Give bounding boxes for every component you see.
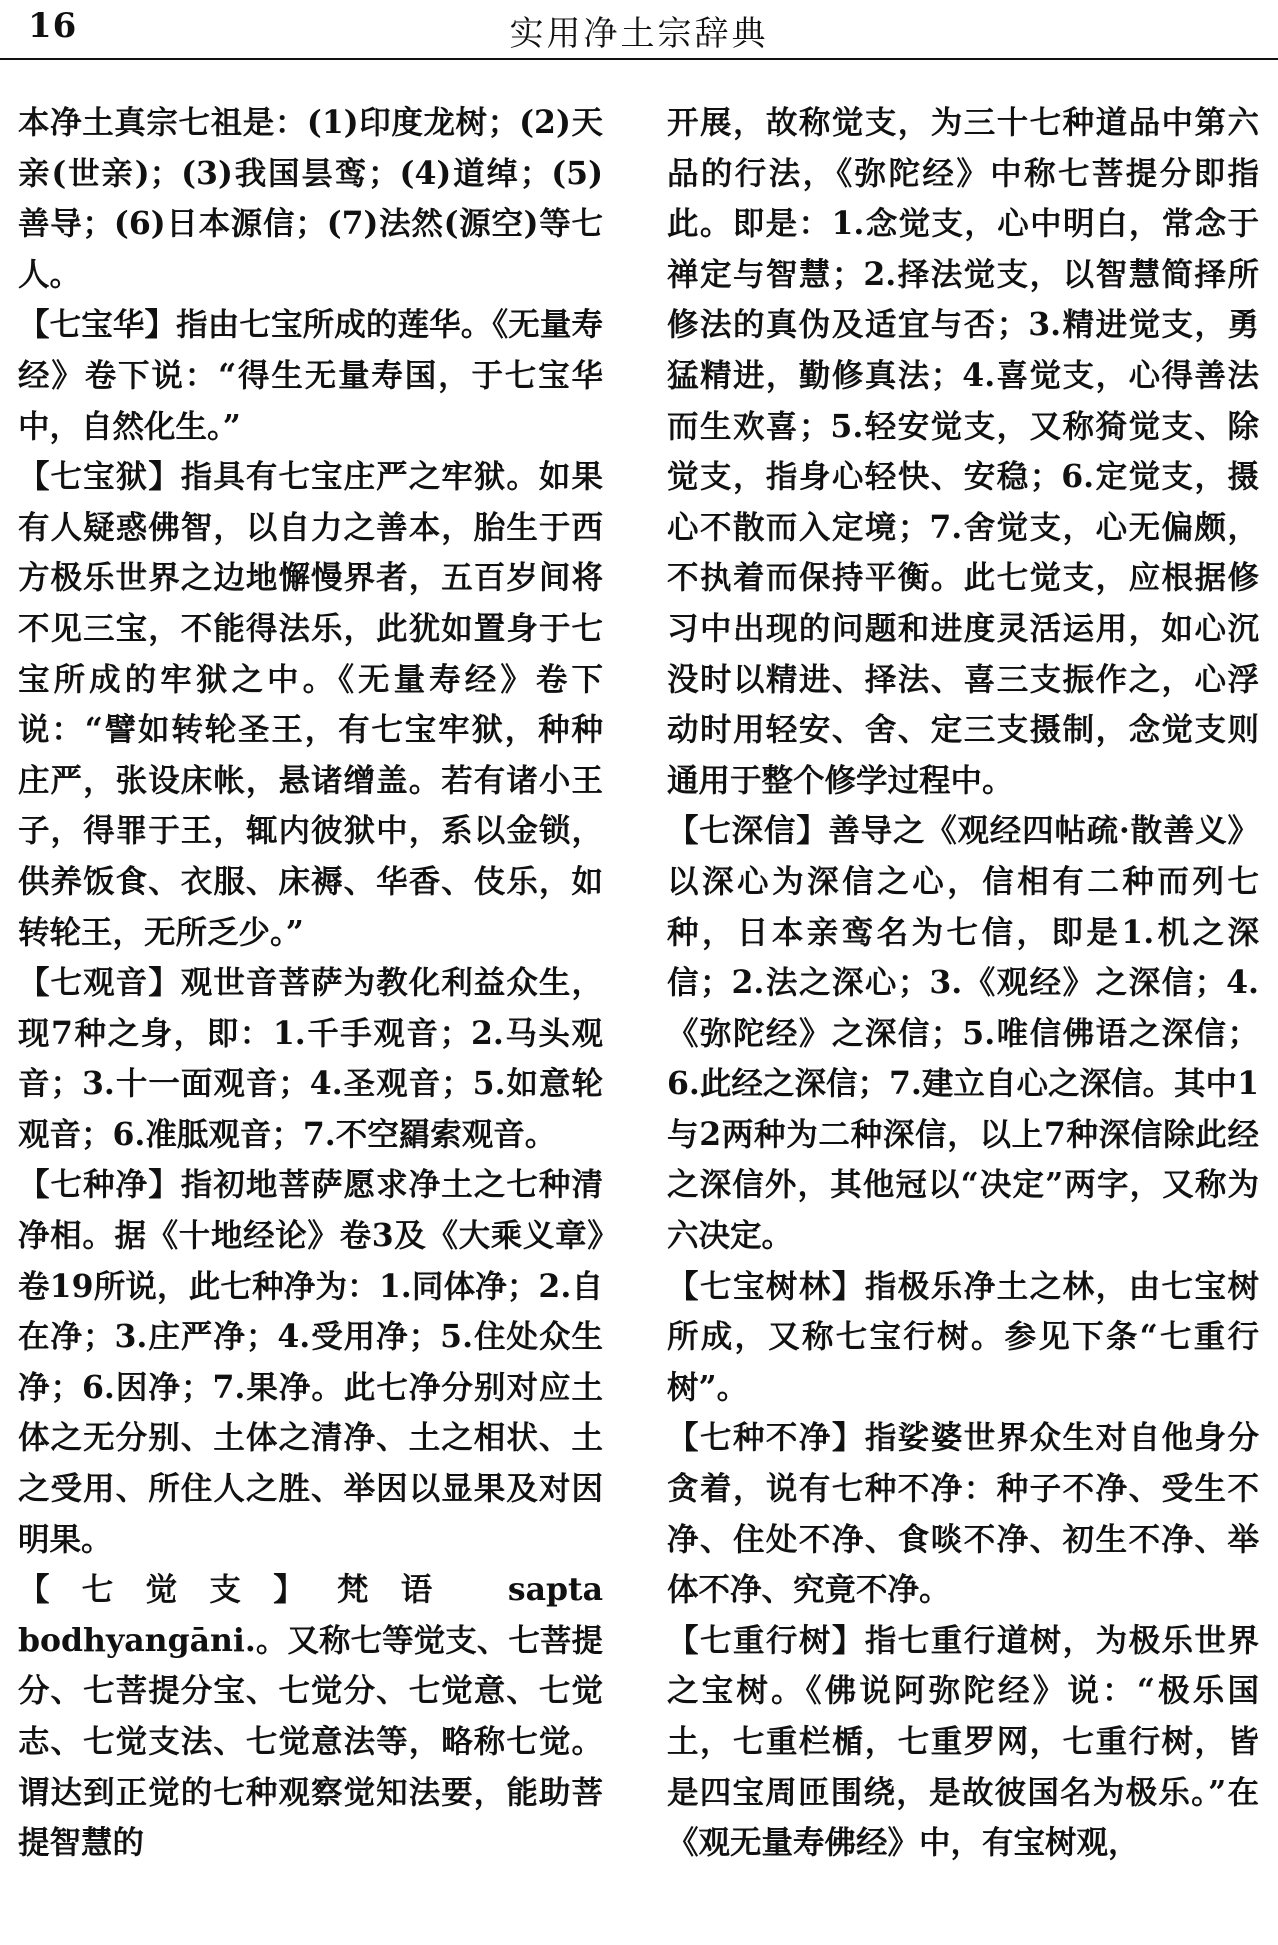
entry-text: 指极乐净土之林，由七宝树所成，又称七宝行树。参见下条“七重行树”。 — [667, 1267, 1259, 1406]
entry-term: 【七种不净】 — [667, 1419, 865, 1457]
left-column — [18, 98, 603, 1869]
entry-term: 【七深信】 — [667, 812, 829, 850]
entry-text: 指由七宝所成的莲华。《无量寿经》卷下说：“得生无量寿国，于七宝华中，自然化生。” — [18, 306, 603, 445]
dictionary-entry — [18, 958, 603, 1160]
dictionary-entry — [18, 1160, 603, 1565]
entry-text: 指七重行道树，为极乐世界之宝树。《佛说阿弥陀经》说：“极乐国土，七重栏楯，七重罗网，七重行树，皆是四宝周匝围绕，是故彼国名为极乐。”在《观无量寿佛经》中，有宝树观， — [667, 1621, 1259, 1862]
right-column — [667, 98, 1259, 1869]
dictionary-entry — [18, 300, 603, 452]
entry-text: 梵语 sapta bodhyangāni.。又称七等觉支、七菩提分、七菩提分宝、七觉分、七觉意、七觉志、七觉支法、七觉意法等，略称七觉。谓达到正觉的七种观察觉知法要，能助菩提智慧的 — [18, 1571, 603, 1862]
entry-term: 【七观音】 — [18, 964, 181, 1002]
entry-text: 指娑婆世界众生对自他身分贪着，说有七种不净：种子不净、受生不净、住处不净、食啖不净、初生不净、举体不净、究竟不净。 — [667, 1419, 1259, 1609]
entry-term: 【七宝树林】 — [667, 1267, 865, 1305]
page-number: 16 — [28, 6, 78, 46]
entry-term: 【七宝华】 — [18, 306, 177, 344]
entry-term: 【七觉支】 — [18, 1571, 337, 1609]
dictionary-entry — [667, 806, 1259, 1261]
running-title: 实用净土宗辞典 — [509, 14, 769, 54]
dictionary-entry — [18, 1565, 603, 1869]
entry-text: 本净土真宗七祖是：(1)印度龙树；(2)天亲(世亲)；(3)我国昙鸾；(4)道绰；(5)善导；(6)日本源信；(7)法然(源空)等七人。 — [18, 104, 603, 293]
dictionary-entry — [667, 1616, 1259, 1869]
entry-text: 善导之《观经四帖疏·散善义》以深心为深信之心，信相有二种而列七种，日本亲鸾名为七信，即是1.机之深信；2.法之深心；3.《观经》之深信；4.《弥陀经》之深信；5.唯信佛语之深信；6.此经之深信；7.建立自心之深信。其中1与2两种为二种深信，以上7种深信除此经之深信外，其他冠以“决定”两字，又称为六决定。 — [667, 812, 1259, 1255]
dictionary-entry — [667, 1262, 1259, 1414]
dictionary-entry — [667, 98, 1259, 806]
dictionary-entry — [18, 98, 603, 300]
entry-text: 观世音菩萨为教化利益众生，现7种之身，即：1.千手观音；2.马头观音；3.十一面观音；4.圣观音；5.如意轮观音；6.准胝观音；7.不空羂索观音。 — [18, 964, 603, 1153]
page-header — [0, 0, 1278, 60]
entry-text: 开展，故称觉支，为三十七种道品中第六品的行法，《弥陀经》中称七菩提分即指此。即是：1.念觉支，心中明白，常念于禅定与智慧；2.择法觉支，以智慧简择所修法的真伪及适宜与否；3.精进觉支，勇猛精进，勤修真法；4.喜觉支，心得善法而生欢喜；5.轻安觉支，又称猗觉支、除觉支，指身心轻快、安稳；6.定觉支，摄心不散而入定境；7.舍觉支，心无偏颇，不执着而保持平衡。此七觉支，应根据修习中出现的问题和进度灵活运用，如心沉没时以精进、择法、喜三支振作之，心浮动时用轻安、舍、定三支摄制，念觉支则通用于整个修学过程中。 — [667, 104, 1259, 799]
entry-text: 指具有七宝庄严之牢狱。如果有人疑惑佛智，以自力之善本，胎生于西方极乐世界之边地懈慢界者，五百岁间将不见三宝，不能得法乐，此犹如置身于七宝所成的牢狱之中。《无量寿经》卷下说：“譬如转轮圣王，有七宝牢狱，种种庄严，张设床帐，悬诸缯盖。若有诸小王子，得罪于王，辄内彼狱中，系以金锁，供养饭食、衣服、床褥、华香、伎乐，如转轮王，无所乏少。” — [18, 458, 603, 951]
dictionary-entry — [18, 452, 603, 958]
entry-term: 【七重行树】 — [667, 1621, 865, 1659]
entry-term: 【七宝狱】 — [18, 458, 181, 496]
dictionary-entry — [667, 1413, 1259, 1615]
entry-text: 指初地菩萨愿求净土之七种清净相。据《十地经论》卷3及《大乘义章》卷19所说，此七种净为：1.同体净；2.自在净；3.庄严净；4.受用净；5.住处众生净；6.因净；7.果净。此七净分别对应土体之无分别、土体之清净、土之相状、土之受用、所住人之胜、举因以显果及对因明果。 — [18, 1166, 603, 1558]
entry-term: 【七种净】 — [18, 1166, 181, 1204]
